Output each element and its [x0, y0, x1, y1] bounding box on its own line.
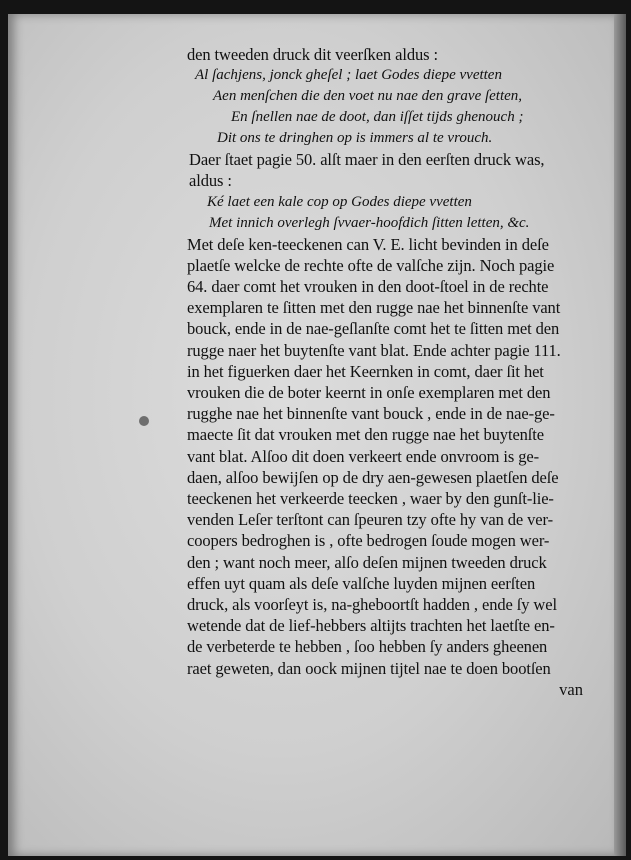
body-line: Met deſe ken-teeckenen can V. E. licht bevinden in deſe: [187, 234, 549, 254]
body-line: venden Leſer terſtont can ſpeuren tzy ofte hy van de ver-: [187, 510, 553, 530]
body-line: vrouken die de boter keernt in onſe exemplaren met den: [187, 383, 551, 403]
verse-b-line-1: Ké laet een kale cop op Godes diepe vvetten: [207, 193, 472, 210]
intro-line: den tweeden druck dit veerſken aldus :: [187, 45, 438, 64]
body-line: in het figuerken daer het Keernken in comt, daer ſit het: [187, 361, 544, 381]
body-line: de verbeterde te hebben , ſoo hebben ſy anders gheenen: [187, 637, 548, 657]
body-line: rugghe nae het binnenſte vant bouck , ende in de nae-ge-: [187, 404, 555, 424]
body-line: vant blat. Alſoo dit doen verkeert ende onvroom is ge-: [187, 446, 540, 466]
body-paragraph: [187, 234, 597, 679]
body-line: daen, alſoo bewijſen op de dry aen-gewesen plaetſen deſe: [187, 467, 559, 487]
body-line: druck, als voorſeyt is, na-gheboortſt hadden , ende ſy wel: [187, 595, 557, 615]
middle-line-2: aldus :: [189, 171, 232, 191]
middle-line-1: Daer ſtaet pagie 50. alſt maer in den eerſten druck was,: [189, 150, 545, 170]
page-edge: [614, 14, 626, 856]
body-line: bouck, ende in de nae-geſlanſte comt het te ſitten met den: [187, 319, 560, 339]
verse-a-line-1: Al ſachjens, jonck gheſel ; laet Godes diepe vvetten: [195, 67, 502, 84]
verse-a-line-4: Dit ons te dringhen op is immers al te vrouch.: [217, 130, 493, 147]
body-line: den ; want noch meer, alſo deſen mijnen tweeden druck: [187, 552, 547, 572]
verse-a-line-2: Aen menſchen die den voet nu nae den grave ſetten,: [213, 88, 523, 105]
body-line: exemplaren te ſitten met den rugge nae het binnenſte vant: [187, 298, 561, 318]
verse-b-line-2: Met innich overlegh ſvvaer-hoofdich ſitten letten, &c.: [209, 214, 530, 231]
verse-b: [187, 192, 597, 234]
body-line: maecte ſit dat vrouken met den rugge nae het buytenſte: [187, 425, 545, 445]
page-text: [187, 44, 597, 700]
body-line: teeckenen het verkeerde teecken , waer by den gunſt-lie-: [187, 489, 554, 509]
body-line: 64. daer comt het vrouken in den doot-ſtoel in de rechte: [187, 277, 549, 297]
verse-a-line-3: En ſnellen nae de doot, dan iſſet tijds ghenouch ;: [231, 109, 524, 126]
body-line: plaetſe welcke de rechte ofte de valſche zijn. Noch pagie: [187, 255, 555, 275]
body-line: raet geweten, dan oock mijnen tijtel nae te doen bootſen: [187, 658, 551, 678]
body-line: coopers bedroghen is , ofte bedrogen ſoude mogen wer-: [187, 531, 550, 551]
body-line: rugge naer het buytenſte vant blat. Ende achter pagie 111.: [187, 340, 561, 360]
verse-a: [187, 65, 597, 149]
body-line: wetende dat de lief-hebbers altijts trachten het laetſte en-: [187, 616, 555, 636]
catchword: van: [559, 679, 583, 699]
body-line: effen uyt quam als deſe valſche luyden mijnen eerſten: [187, 573, 536, 593]
binding-mark: [139, 416, 149, 426]
